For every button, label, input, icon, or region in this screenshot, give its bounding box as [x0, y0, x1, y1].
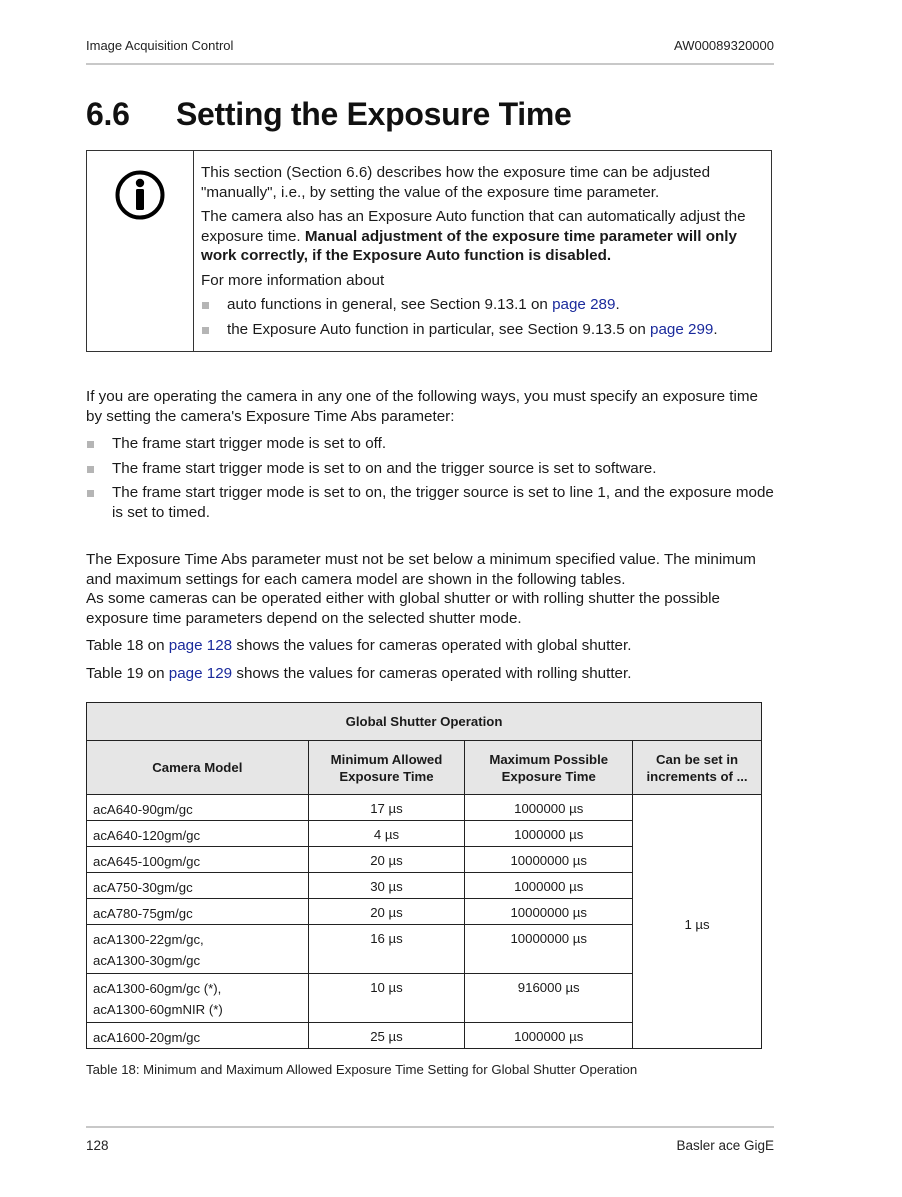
intro-bullet: [86, 459, 776, 479]
cell-model: acA750-30gm/gc: [87, 873, 309, 899]
model-line: acA1300-22gm/gc,: [93, 932, 204, 947]
cell-model: [87, 974, 309, 1023]
cell-min: 30 µs: [308, 873, 465, 899]
note-paragraph-2: [201, 207, 763, 266]
header-chapter: Image Acquisition Control: [86, 38, 234, 53]
col-header-increment: Can be set in increments of ...: [633, 741, 762, 795]
ref-text: shows the values for cameras operated with rolling shutter.: [232, 664, 632, 682]
page-link-129[interactable]: page 129: [168, 664, 233, 682]
cell-max: 10000000 µs: [465, 925, 633, 974]
page-link-289[interactable]: page 289: [552, 296, 616, 313]
col-header-max: Maximum Possible Exposure Time: [465, 741, 633, 795]
footer-product: Basler ace GigE: [676, 1138, 774, 1153]
note-bullet: [201, 295, 763, 315]
cell-max: 1000000 µs: [465, 873, 633, 899]
limits-paragraph-2: As some cameras can be operated either with global shutter or with rolling shutter the possible exposure time parameters depend on the selected shutter mode.: [86, 590, 720, 627]
ref-text: Table 19 on: [86, 664, 169, 682]
cell-min: 16 µs: [308, 925, 465, 974]
bullet-square-icon: [87, 490, 94, 497]
col-header-model: Camera Model: [87, 741, 309, 795]
table-ref-1: [86, 636, 776, 656]
intro-bullet: [86, 483, 776, 522]
intro-bullet: [86, 434, 776, 454]
cell-max: 916000 µs: [465, 974, 633, 1023]
intro-paragraph: If you are operating the camera in any one of the following ways, you must specify an exposure time by setting the camera's Exposure Time Abs parameter:: [86, 388, 758, 425]
model-line: acA1300-30gm/gc: [93, 953, 201, 968]
page-number: 128: [86, 1138, 109, 1153]
table-caption-row: [87, 703, 762, 741]
cell-max: 10000000 µs: [465, 899, 633, 925]
bullet-text: auto functions in general, see Section 9.13.1 on: [227, 296, 553, 313]
cell-max: 10000000 µs: [465, 847, 633, 873]
bullet-end: .: [615, 296, 620, 313]
bullet-text: The frame start trigger mode is set to on, the trigger source is set to line 1, and the exposure mode is set to timed.: [112, 484, 774, 521]
note-warning-bold: Manual adjustment of the exposure time parameter will only work correctly, if the Exposure Auto function is disabled.: [201, 227, 737, 264]
cell-max: 1000000 µs: [465, 795, 633, 821]
note-p2-text: The camera also has an Exposure Auto function that can automatically adjust the exposure time.: [201, 208, 746, 245]
cell-min: 4 µs: [308, 821, 465, 847]
cell-model: acA640-90gm/gc: [87, 795, 309, 821]
page-link-299[interactable]: page 299: [650, 320, 714, 338]
table-caption: Table 18: Minimum and Maximum Allowed Exposure Time Setting for Global Shutter Operation: [86, 1062, 638, 1077]
note-icon-cell: [87, 151, 194, 351]
col-header-min: Minimum Allowed Exposure Time: [308, 741, 465, 795]
cell-model: [87, 925, 309, 974]
section-number: 6.6: [86, 96, 130, 132]
table-row: [87, 795, 762, 821]
footer-rule: [86, 1126, 774, 1128]
table-group-header: Global Shutter Operation: [87, 703, 762, 741]
bullet-text: The frame start trigger mode is set to on and the trigger source is set to software.: [112, 459, 657, 477]
section-title: [86, 96, 572, 133]
cell-model: acA780-75gm/gc: [87, 899, 309, 925]
cell-min: 20 µs: [308, 847, 465, 873]
ref-text: shows the values for cameras operated with global shutter.: [232, 637, 632, 654]
bullet-square-icon: [202, 327, 209, 334]
note-paragraph-3: For more information about: [201, 271, 385, 289]
page-footer: [86, 1138, 774, 1153]
model-line: acA1300-60gmNIR (*): [93, 1002, 223, 1017]
table-header-row: [87, 741, 762, 795]
note-bullet: [201, 320, 763, 340]
model-line: acA1300-60gm/gc (*),: [93, 981, 222, 996]
global-shutter-table: [86, 702, 762, 1049]
cell-model: acA640-120gm/gc: [87, 821, 309, 847]
cell-min: 17 µs: [308, 795, 465, 821]
cell-increment: 1 µs: [633, 795, 762, 1049]
ref-text: Table 18 on: [86, 637, 169, 654]
note-text: [194, 151, 771, 351]
info-note-box: [86, 150, 772, 352]
bullet-square-icon: [87, 441, 94, 448]
table-ref-2: [86, 664, 776, 684]
cell-model: acA645-100gm/gc: [87, 847, 309, 873]
cell-min: 20 µs: [308, 899, 465, 925]
header-rule: [86, 63, 774, 65]
note-paragraph-1: This section (Section 6.6) describes how the exposure time can be adjusted "manually", i.e., by setting the value of the exposure time parameter.: [201, 164, 711, 201]
cell-min: 10 µs: [308, 974, 465, 1023]
page-link-128[interactable]: page 128: [168, 637, 233, 654]
bullet-text: The frame start trigger mode is set to off.: [112, 435, 387, 452]
page-header: [86, 38, 774, 53]
info-icon: [114, 169, 166, 221]
bullet-text: the Exposure Auto function in particular, see Section 9.13.5 on: [227, 320, 650, 338]
header-doc-id: AW00089320000: [674, 38, 774, 53]
section-title-text: Setting the Exposure Time: [176, 96, 572, 132]
bullet-square-icon: [87, 466, 94, 473]
cell-max: 1000000 µs: [465, 1023, 633, 1049]
limits-paragraph-1: The Exposure Time Abs parameter must not be set below a minimum specified value. The minimum and maximum settings for each camera model are shown in the following tables.: [86, 551, 756, 588]
bullet-square-icon: [202, 302, 209, 309]
cell-model: acA1600-20gm/gc: [87, 1023, 309, 1049]
cell-max: 1000000 µs: [465, 821, 633, 847]
bullet-end: .: [713, 320, 718, 338]
cell-min: 25 µs: [308, 1023, 465, 1049]
intro-section: [86, 387, 776, 527]
limits-section: [86, 550, 776, 688]
